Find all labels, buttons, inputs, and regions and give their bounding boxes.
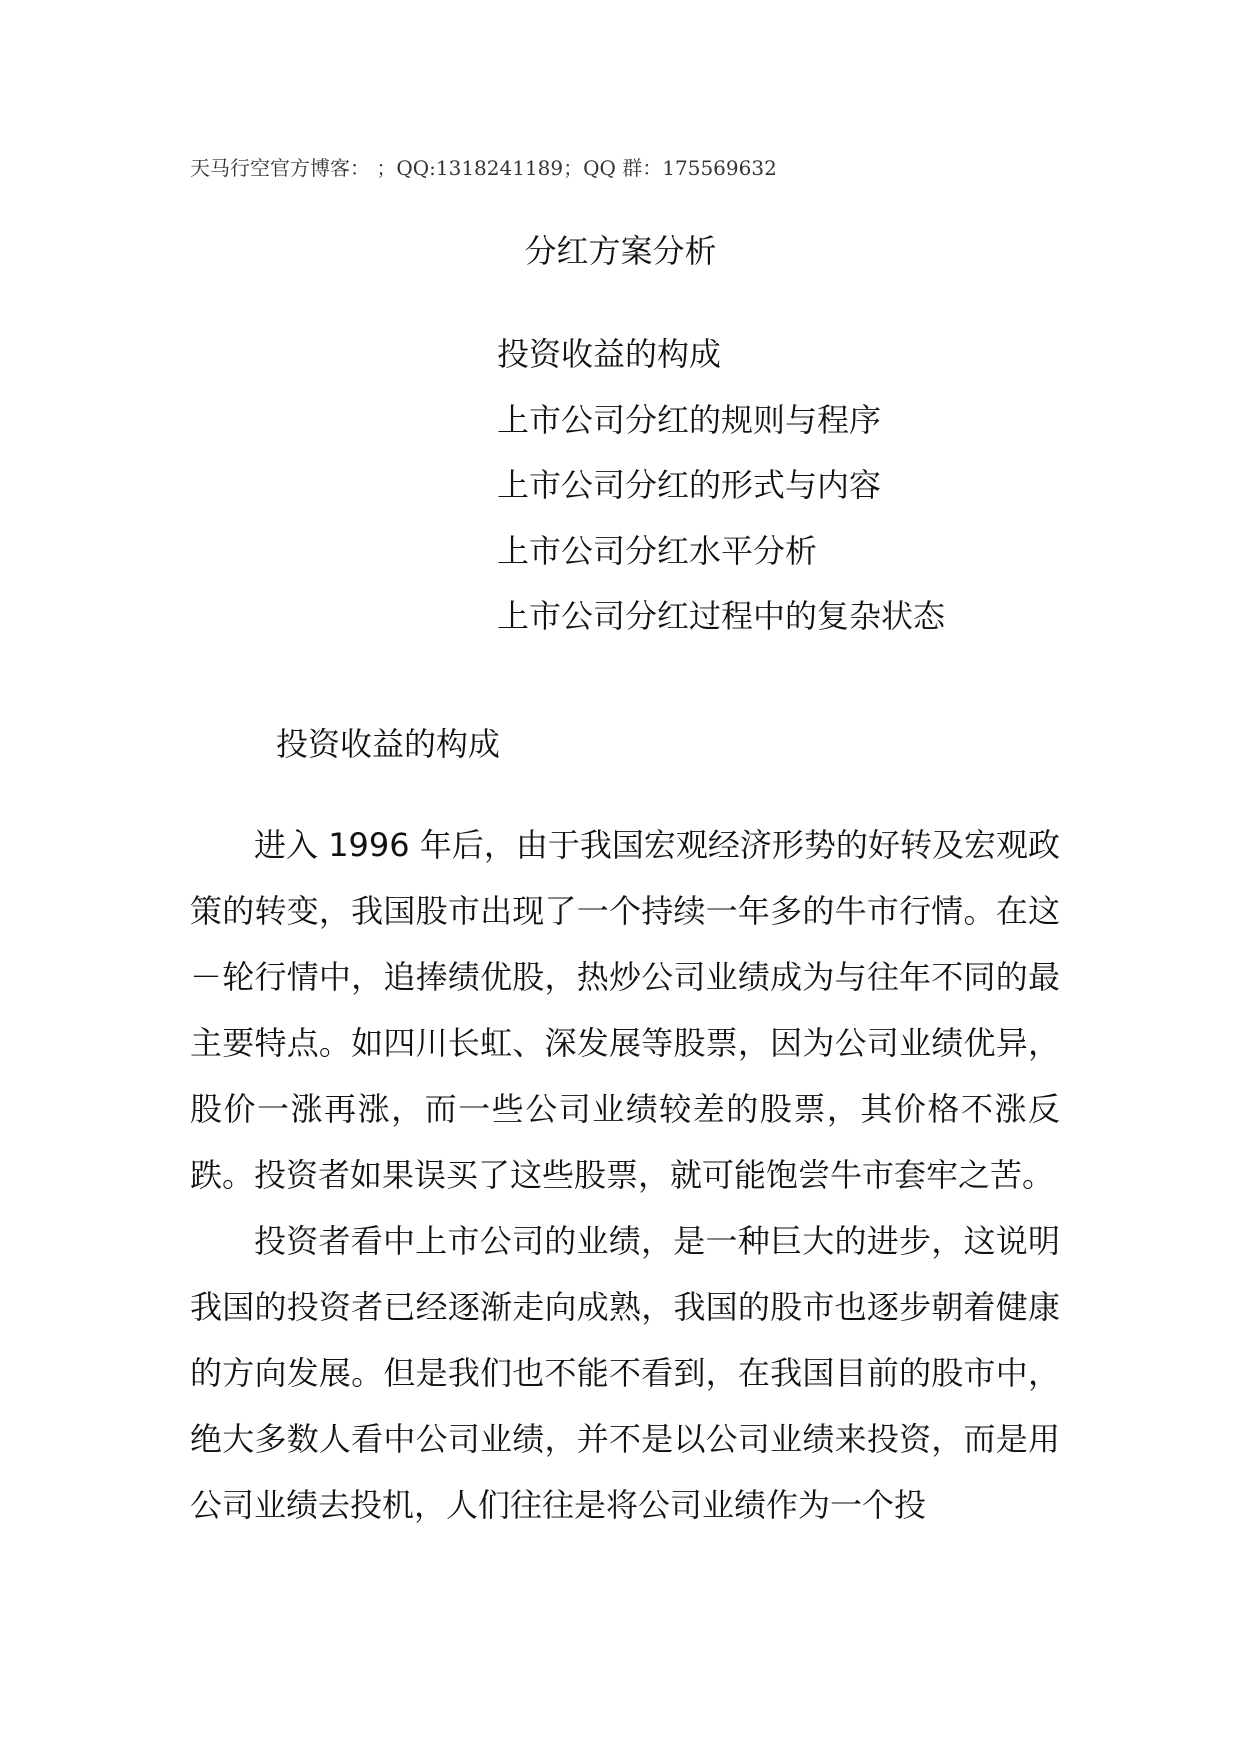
toc-item: 投资收益的构成 (497, 335, 722, 373)
document-title: 分红方案分析 (524, 232, 717, 270)
toc-item: 上市公司分红的形式与内容 (497, 466, 882, 504)
body-paragraph: 进入 1996 年后，由于我国宏观经济形势的好转及宏观政策的转变，我国股市出现了一个持续一年多的牛市行情。在这－轮行情中，追捧绩优股，热炒公司业绩成为与往年不同的最主要特点。如四川长虹、深发展等股票，因为公司业绩优异，股价一涨再涨，而一些公司业绩较差的股票，其价格不涨反跌。投资者如果误买了这些股票，就可能饱尝牛市套牢之苦。 (190, 826, 1060, 1194)
section-body (190, 812, 1060, 1538)
body-paragraph: 投资者看中上市公司的业绩，是一种巨大的进步，这说明我国的投资者已经逐渐走向成熟，我国的股市也逐步朝着健康的方向发展。但是我们也不能不看到，在我国目前的股市中，绝大多数人看中公司业绩，并不是以公司业绩来投资，而是用公司业绩去投机，人们往往是将公司业绩作为一个投 (190, 1222, 1060, 1524)
toc-item: 上市公司分红的规则与程序 (497, 400, 882, 439)
toc-item: 上市公司分红水平分析 (497, 531, 818, 570)
table-of-contents (497, 322, 945, 650)
toc-item: 上市公司分红过程中的复杂状态 (497, 597, 946, 635)
section-heading: 投资收益的构成 (276, 725, 501, 763)
page-header: 天马行空官方博客： ；QQ:1318241189；QQ 群：175569632 (190, 156, 777, 180)
